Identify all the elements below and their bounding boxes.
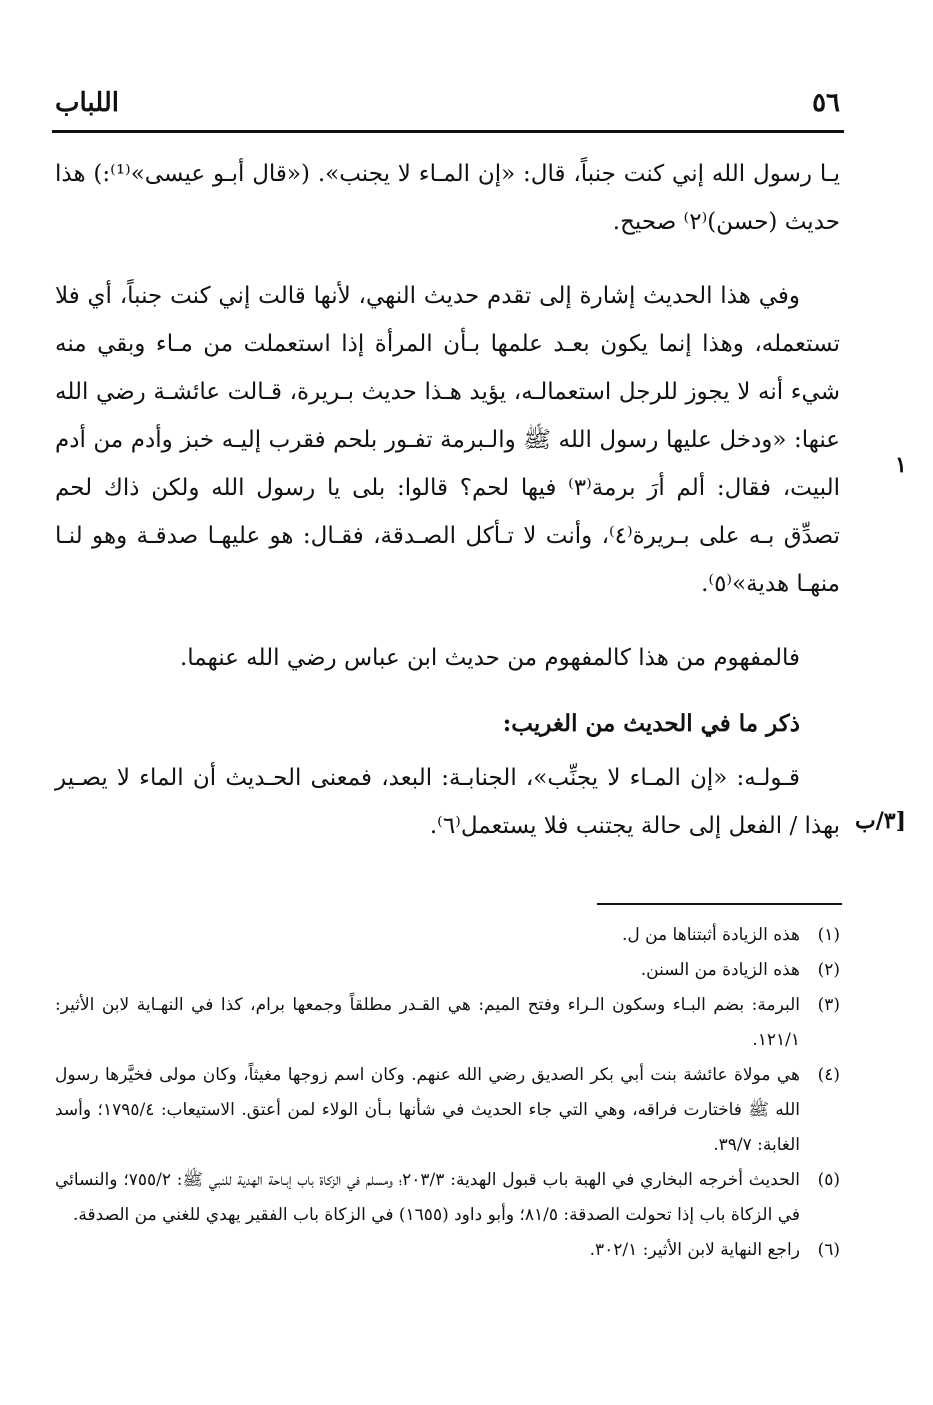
footnote-number: (١) (817, 925, 840, 945)
footnote-number: (٥) (817, 1170, 840, 1190)
paragraph: قـولـه: «إن المـاء لا يجنِّب»، الجنابـة: البعد، فمعنى الحـديث أن الماء لا يصـير بهذا / الفعل إلى حالة يجتنب فلا يستعمل⁽٦⁾. (55, 765, 840, 839)
page-number: ٥٦ (812, 88, 840, 118)
footnote-number: (٤) (817, 1065, 840, 1085)
footnote-number: (٦) (817, 1240, 840, 1260)
footnote (55, 988, 840, 1058)
footnote-text: الحديث أخرجه البخاري في الهبة باب قبول الهدية: ٢٠٣/٣؛ ومسلم في الزكاة باب إبـاحة الهدية للنبي ﷺ: ٧٥٥/٢؛ والنسائي في الزكاة باب إذا تحولت الصدقة: ٨١/٥؛ وأبو داود (١٦٥٥) في الزكاة باب الفقير يهدي للغني من الصدقة. (55, 1170, 800, 1225)
paragraph: يـا رسول الله إني كنت جنباً، قال: «إن المـاء لا يجنب». («قال أبـو عيسى»⁽¹⁾:) هذا حديث (حسن)⁽٢⁾ صحيح. (55, 161, 840, 235)
footnote-rule (597, 903, 842, 905)
footnote (55, 1233, 840, 1268)
footnote (55, 953, 840, 988)
footnote-text: راجع النهاية لابن الأثير: ٣٠٢/١. (589, 1240, 800, 1260)
footnote (55, 918, 840, 953)
margin-note: ٣/ب] (855, 808, 906, 834)
margin-note: ١ (895, 452, 907, 478)
paragraph: وفي هذا الحديث إشارة إلى تقدم حديث النهي، لأنها قالت إني كنت جنباً، أي فلا تستعمله، وهذا إنما يكون بعـد علمها بـأن المرأة إذا استعملت من مـاء وبقي منه شيء أنه لا يجوز للرجل استعمالـه، يؤيد هـذا حديث بـريرة، قـالت عائشـة رضي الله عنها: «ودخل عليها رسول الله ﷺ والـبرمة تفـور بلحم فقرب إليـه خبز وأدم من أدم البيت، فقال: ألم أرَ برمة⁽٣⁾ فيها لحم؟ قالوا: بلى يا رسول الله ولكن ذاك لحم تصدِّق بـه على بـريرة⁽٤⁾، وأنت لا تـأكل الصـدقة، فقـال: هو عليهـا صدقـة وهو لنـا منهـا هدية»⁽٥⁾. (55, 283, 840, 597)
header-rule (52, 130, 844, 133)
section-heading: ذكر ما في الحديث من الغريب: (502, 710, 800, 737)
footnotes (55, 918, 840, 1268)
footnote-number: (٣) (817, 995, 840, 1015)
footnote (55, 1163, 840, 1233)
footnote-number: (٢) (817, 960, 840, 980)
main-text (55, 150, 840, 876)
page-header (55, 88, 840, 128)
footnote-text: البرمة: بضم البـاء وسكون الـراء وفتح الميم: هي القـدر مطلقاً وجمعها برام، كذا في النهـاية لابن الأثير: ١٢١/١. (55, 995, 800, 1050)
footnote-text: هذه الزيادة أثبتناها من ل. (621, 925, 800, 945)
footnote-text: هي مولاة عائشة بنت أبي بكر الصديق رضي الله عنهم. وكان اسم زوجها مغيثاً، وكان مولى فخيَّرها رسول الله ﷺ فاختارت فراقه، وهي التي جاء الحديث في شأنها بـأن الولاء لمن أعتق. الاستيعاب: ١٧٩٥/٤؛ وأسد الغابة: ٣٩/٧. (55, 1065, 800, 1155)
footnote-text: هذه الزيادة من السنن. (640, 960, 800, 980)
footnote (55, 1058, 840, 1163)
paragraph: فالمفهوم من هذا كالمفهوم من حديث ابن عباس رضي الله عنهما. (179, 645, 800, 671)
running-title: اللباب (55, 88, 119, 118)
